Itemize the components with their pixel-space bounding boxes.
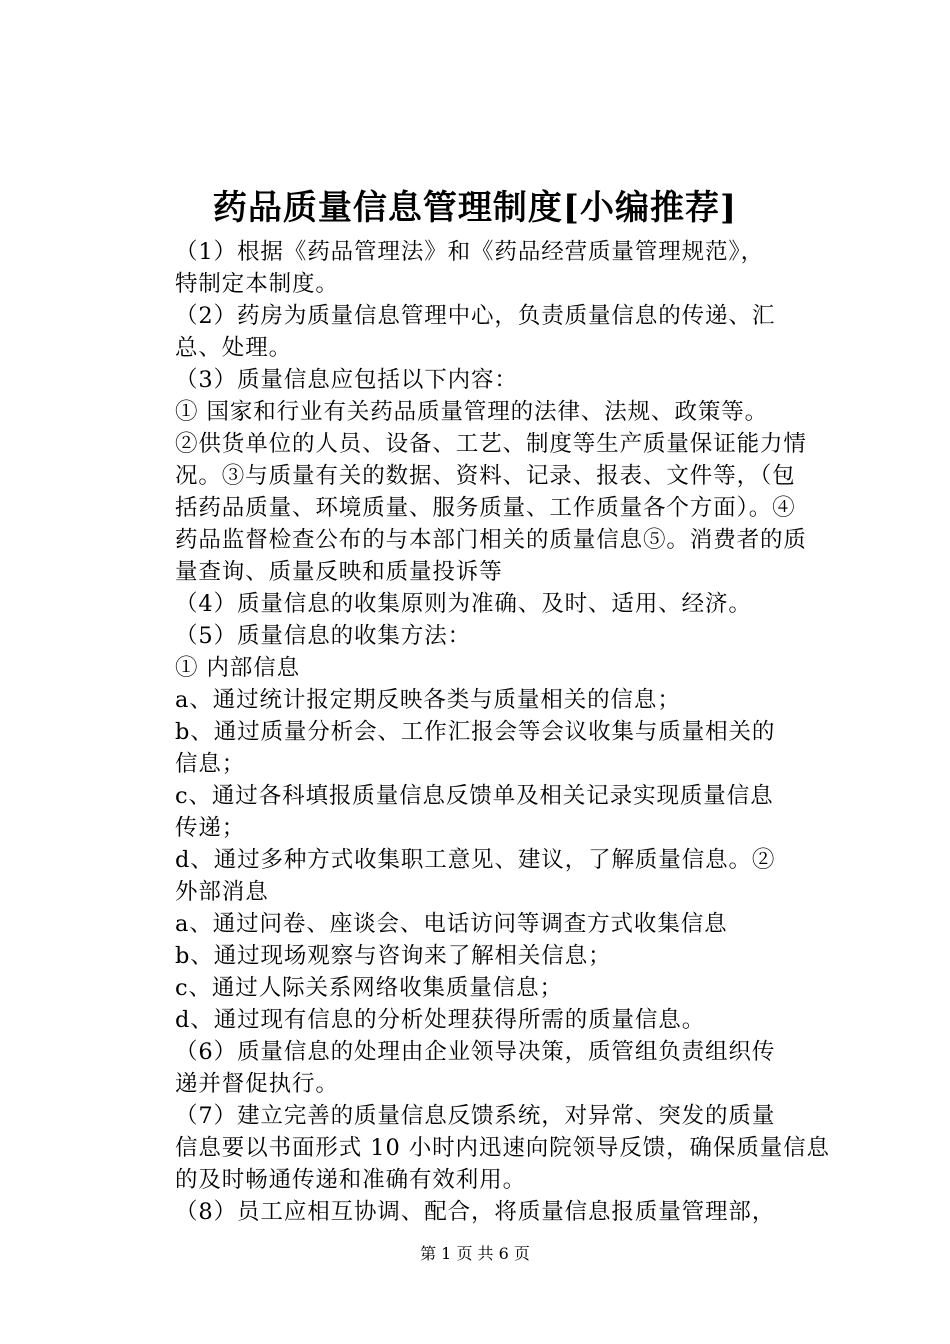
paragraph-line: 药品监督检查公布的与本部门相关的质量信息⑤。消费者的质	[175, 527, 807, 553]
paragraph-line: c、通过人际关系网络收集质量信息；	[175, 975, 563, 1001]
paragraph	[130, 1100, 830, 1196]
paragraph-line: ②供货单位的人员、设备、工艺、制度等生产质量保证能力情	[175, 431, 807, 457]
paragraph	[130, 684, 830, 716]
paragraph	[130, 972, 830, 1004]
paragraph-line: b、通过现场观察与咨询来了解相关信息；	[175, 943, 612, 969]
paragraph	[130, 364, 830, 396]
paragraph-line: （7）建立完善的质量信息反馈系统，对异常、突发的质量	[175, 1103, 776, 1129]
paragraph-line: ① 内部信息	[175, 655, 301, 681]
paragraph-line: （5）质量信息的收集方法：	[175, 623, 472, 649]
paragraph-line: 递并督促执行。	[175, 1071, 339, 1097]
paragraph-line: d、通过现有信息的分析处理获得所需的质量信息。	[175, 1007, 706, 1033]
paragraph-line: （2）药房为质量信息管理中心，负责质量信息的传递、汇	[175, 303, 776, 329]
paragraph-line: 外部消息	[175, 879, 269, 905]
paragraph	[130, 1004, 830, 1036]
paragraph-line: 的及时畅通传递和准确有效利用。	[175, 1167, 527, 1193]
paragraph	[130, 908, 830, 940]
paragraph-line: 特制定本制度。	[175, 271, 339, 297]
paragraph	[130, 652, 830, 684]
paragraph-line: b、通过质量分析会、工作汇报会等会议收集与质量相关的	[175, 719, 776, 745]
paragraph	[130, 620, 830, 652]
paragraph	[130, 300, 830, 364]
paragraph-line: （1）根据《药品管理法》和《药品经营质量管理规范》，	[175, 239, 764, 265]
paragraph-line: c、通过各科填报质量信息反馈单及相关记录实现质量信息	[175, 783, 774, 809]
paragraph-line: （4）质量信息的收集原则为准确、及时、适用、经济。	[175, 591, 752, 617]
paragraph	[130, 396, 830, 588]
paragraph	[130, 716, 830, 780]
paragraph-line: 括药品质量、环境质量、服务质量、工作质量各个方面）。④	[175, 495, 796, 521]
paragraph-line: 信息；	[175, 751, 246, 777]
page-footer: 第 1 页 共 6 页	[420, 1244, 530, 1263]
paragraph	[130, 236, 830, 300]
paragraph-line: （6）质量信息的处理由企业领导决策，质管组负责组织传	[175, 1039, 776, 1065]
paragraph-line: a、通过问卷、座谈会、电话访问等调查方式收集信息	[175, 911, 728, 937]
paragraph	[130, 844, 830, 908]
paragraph-line: 信息要以书面形式 10 小时内迅速向院领导反馈，确保质量信息	[175, 1135, 830, 1161]
paragraph	[130, 1196, 830, 1228]
paragraph-line: （3）质量信息应包括以下内容：	[175, 367, 518, 393]
paragraph-line: d、通过多种方式收集职工意见、建议，了解质量信息。②	[175, 847, 776, 873]
paragraph-line: a、通过统计报定期反映各类与质量相关的信息；	[175, 687, 681, 713]
paragraph-line: （8）员工应相互协调、配合，将质量信息报质量管理部，	[175, 1199, 776, 1225]
paragraph-line: 况。③与质量有关的数据、资料、记录、报表、文件等，（包	[175, 463, 796, 489]
paragraph-line: ① 国家和行业有关药品质量管理的法律、法规、政策等。	[175, 399, 769, 425]
document-title: 药品质量信息管理制度[小编推荐]	[212, 188, 738, 228]
document-body	[130, 236, 830, 1228]
paragraph-line: 传递；	[175, 815, 246, 841]
paragraph-line: 总、处理。	[175, 335, 293, 361]
paragraph	[130, 1036, 830, 1100]
paragraph-line: 量查询、质量反映和质量投诉等	[175, 559, 503, 585]
paragraph	[130, 940, 830, 972]
paragraph	[130, 780, 830, 844]
paragraph	[130, 588, 830, 620]
